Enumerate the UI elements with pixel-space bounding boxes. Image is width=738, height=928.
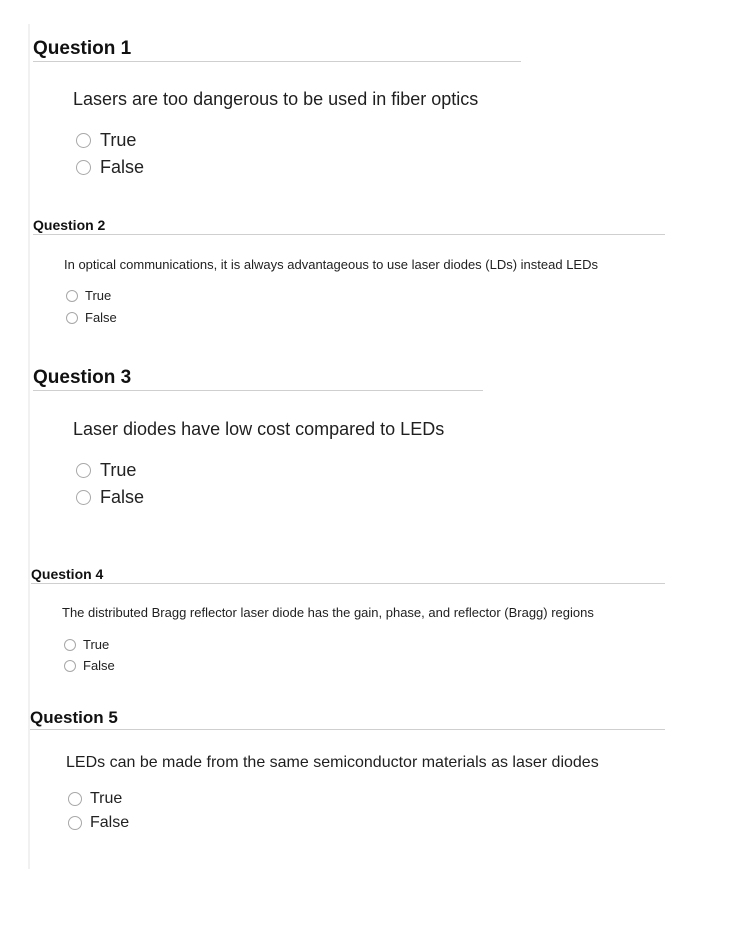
option-label: True bbox=[100, 460, 137, 480]
question-5-option-false[interactable] bbox=[68, 814, 129, 832]
radio-button[interactable] bbox=[76, 160, 91, 175]
question-4-heading: Question 4 bbox=[31, 566, 104, 582]
question-4-option-false[interactable] bbox=[64, 658, 115, 673]
question-4-divider bbox=[31, 583, 665, 584]
question-3-option-true[interactable] bbox=[76, 460, 136, 481]
question-5-text: LEDs can be made from the same semiconductor materials as laser diodes bbox=[66, 754, 599, 771]
radio-button[interactable] bbox=[66, 290, 78, 302]
radio-button[interactable] bbox=[66, 312, 78, 324]
question-3-option-false[interactable] bbox=[76, 487, 144, 508]
question-3-divider bbox=[33, 390, 483, 391]
option-label: False bbox=[100, 487, 145, 507]
option-label: True bbox=[90, 790, 123, 807]
option-label: False bbox=[100, 157, 145, 177]
question-4-text: The distributed Bragg reflector laser diode has the gain, phase, and reflector (Bragg) regions bbox=[62, 605, 594, 620]
radio-button[interactable] bbox=[68, 792, 82, 806]
option-label: False bbox=[85, 310, 117, 325]
question-3-heading: Question 3 bbox=[33, 367, 132, 388]
radio-button[interactable] bbox=[76, 490, 91, 505]
question-5-heading: Question 5 bbox=[30, 708, 118, 727]
question-5-divider bbox=[30, 729, 665, 730]
question-2-divider bbox=[33, 234, 665, 235]
question-1-text: Lasers are too dangerous to be used in fiber optics bbox=[73, 89, 479, 109]
question-2-text: In optical communications, it is always advantageous to use laser diodes (LDs) instead LEDs bbox=[64, 257, 598, 272]
question-5-option-true[interactable] bbox=[68, 790, 122, 808]
question-2-option-false[interactable] bbox=[66, 310, 117, 325]
question-1-divider bbox=[33, 61, 521, 62]
radio-button[interactable] bbox=[76, 463, 91, 478]
option-label: True bbox=[83, 637, 110, 652]
question-1-option-false[interactable] bbox=[76, 157, 144, 178]
option-label: False bbox=[83, 658, 115, 673]
option-label: False bbox=[90, 814, 130, 831]
radio-button[interactable] bbox=[76, 133, 91, 148]
option-label: True bbox=[100, 130, 137, 150]
question-1-heading: Question 1 bbox=[33, 38, 132, 59]
question-3-text: Laser diodes have low cost compared to LEDs bbox=[73, 419, 445, 439]
question-2-heading: Question 2 bbox=[33, 217, 106, 233]
left-border bbox=[28, 24, 30, 869]
radio-button[interactable] bbox=[64, 639, 76, 651]
option-label: True bbox=[85, 288, 112, 303]
radio-button[interactable] bbox=[68, 816, 82, 830]
question-1-option-true[interactable] bbox=[76, 130, 136, 151]
question-4-option-true[interactable] bbox=[64, 637, 109, 652]
question-2-option-true[interactable] bbox=[66, 288, 111, 303]
radio-button[interactable] bbox=[64, 660, 76, 672]
